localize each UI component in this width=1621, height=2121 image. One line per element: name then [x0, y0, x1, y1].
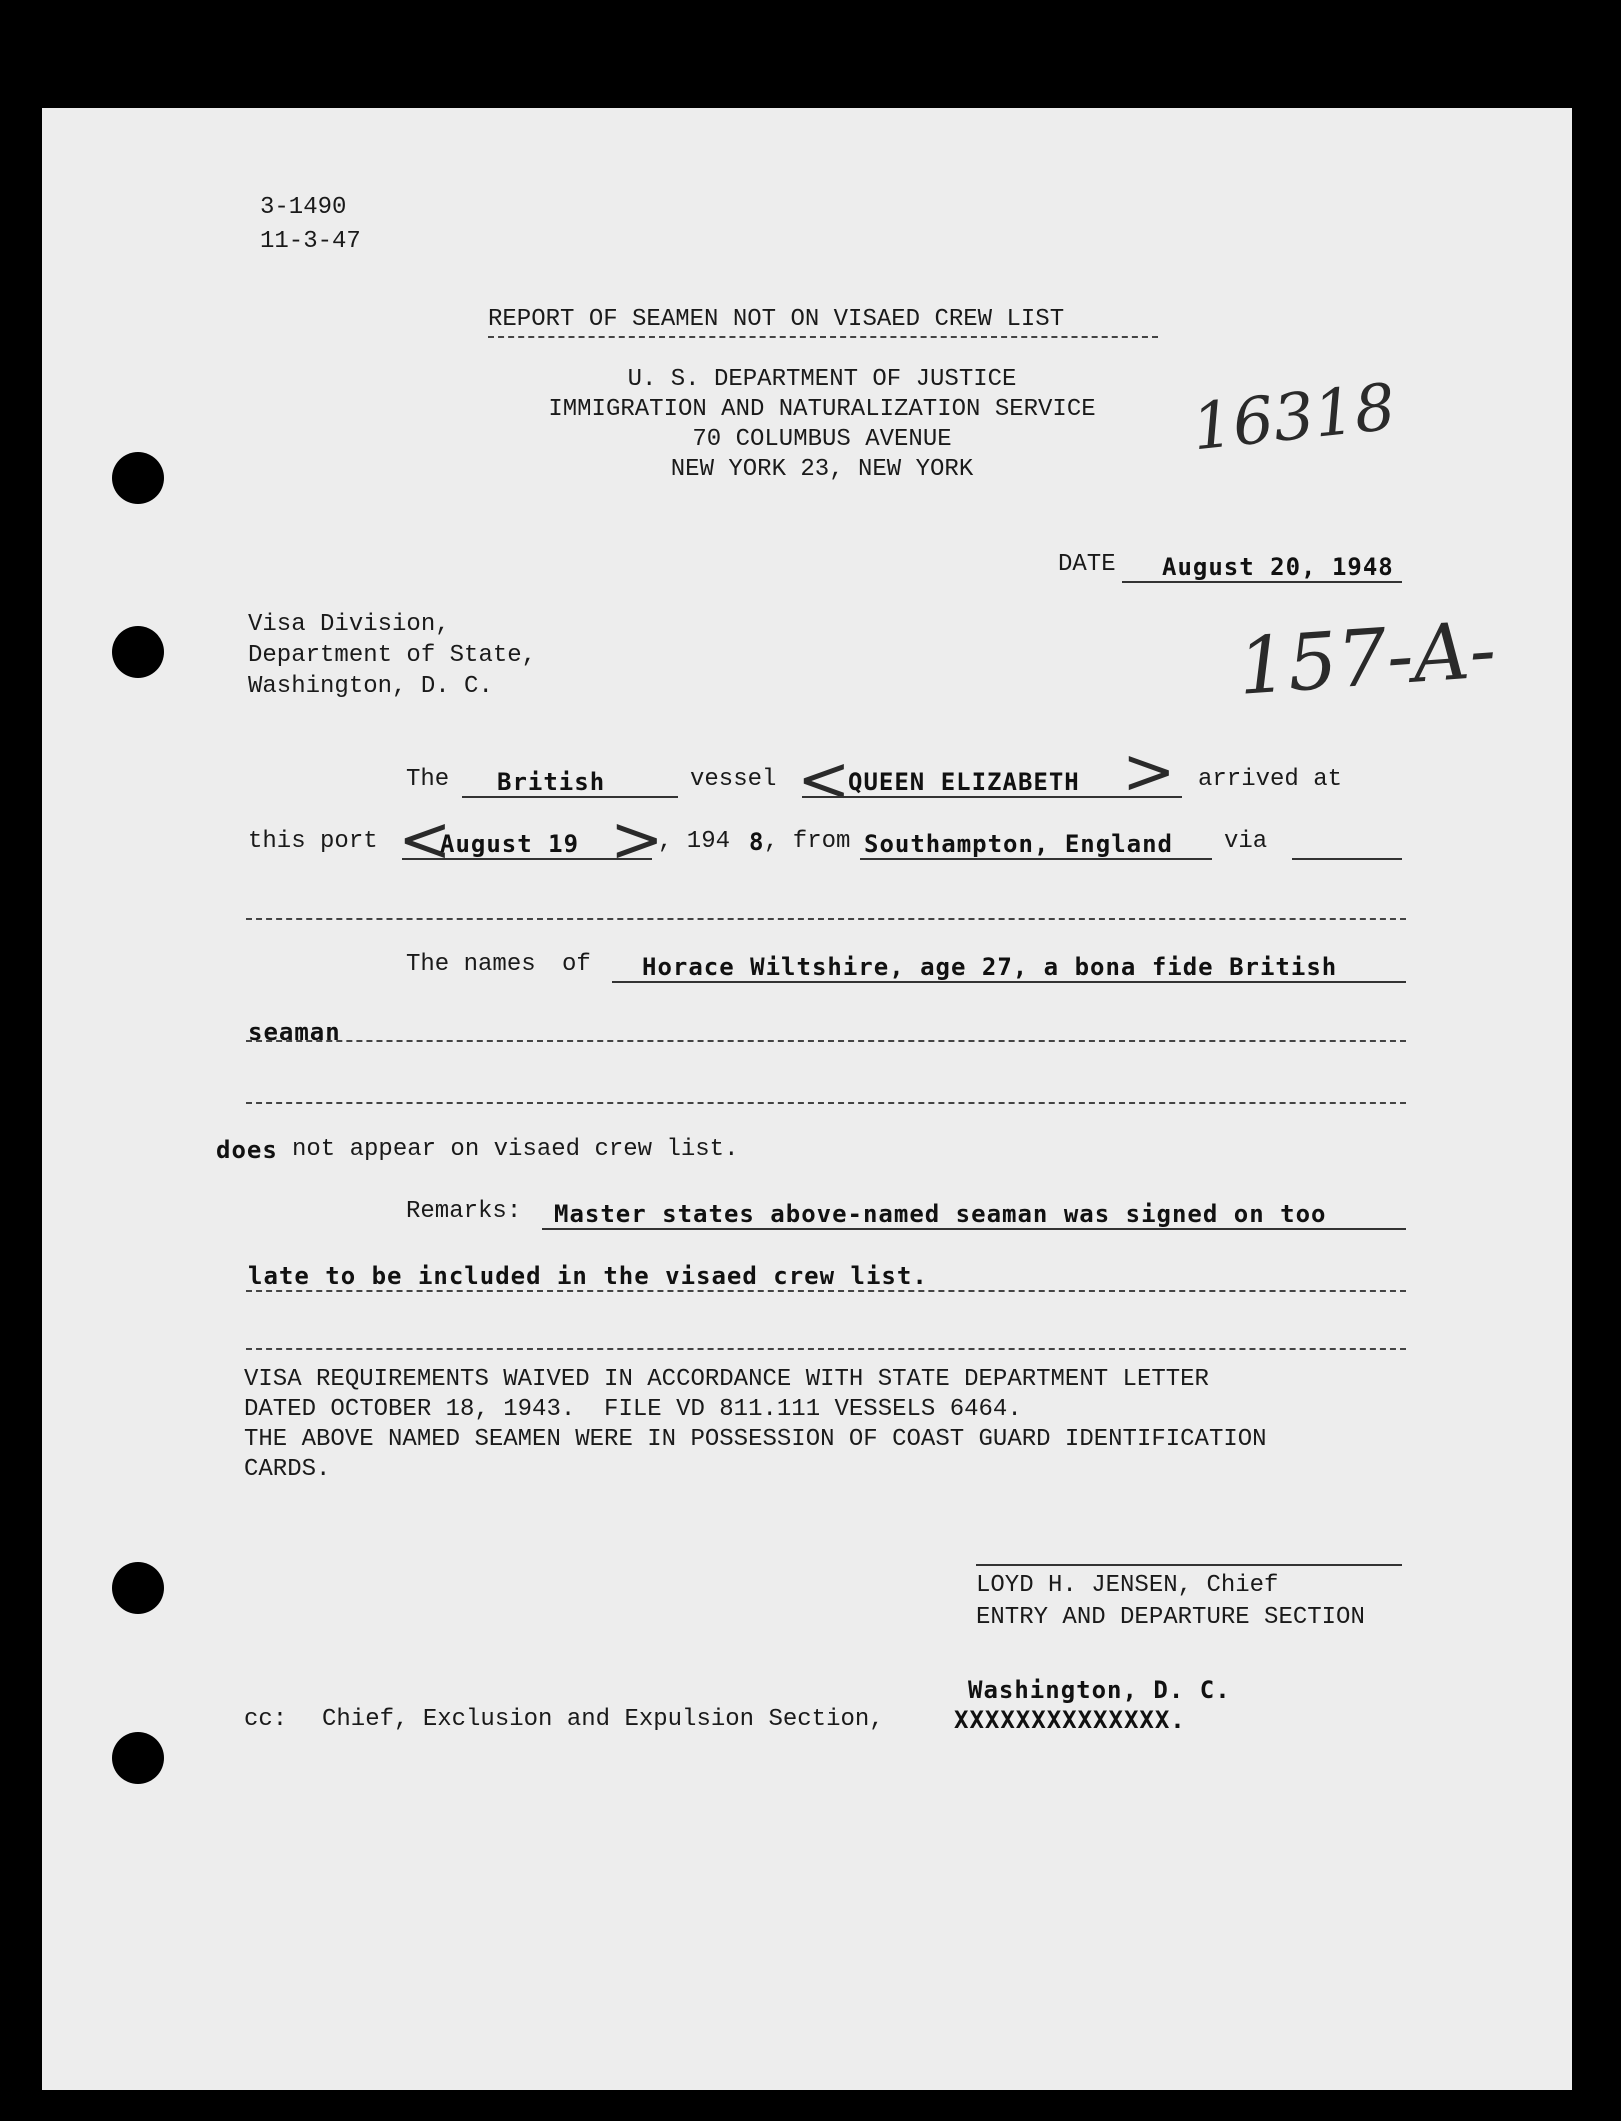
origin-underline	[860, 858, 1212, 860]
from-label: , from	[764, 828, 851, 855]
vessel-underline	[802, 796, 1182, 798]
remarks-line2-value: late to be included in the visaed crew list.	[248, 1262, 928, 1290]
names-label: The names	[406, 951, 536, 978]
names-line2-value: seaman	[248, 1018, 341, 1046]
nationality-value: British	[497, 768, 606, 796]
blank-line-1	[246, 918, 1406, 920]
arrival-date-underline	[402, 858, 652, 860]
this-port-label: this port	[248, 828, 378, 855]
vessel-name-value: QUEEN ELIZABETH	[848, 768, 1080, 796]
cc-label: cc:	[244, 1706, 288, 1733]
verb-rest: not appear on visaed crew list.	[292, 1136, 739, 1163]
date-label: DATE	[1058, 551, 1116, 578]
binder-hole-1	[112, 452, 164, 504]
names-underline-2	[246, 1040, 1406, 1042]
year-digit: 8	[749, 828, 765, 856]
remarks-line1-value: Master states above-named seaman was signed on too	[554, 1200, 1327, 1228]
date-bracket-left: <	[398, 803, 452, 877]
year-prefix: , 194	[658, 828, 731, 855]
agency-line1: U. S. DEPARTMENT OF JUSTICE	[627, 366, 1017, 393]
binder-hole-4	[112, 1732, 164, 1784]
names-of-label: of	[562, 951, 591, 978]
remarks-underline-1	[542, 1228, 1406, 1230]
binder-hole-2	[112, 626, 164, 678]
agency-line4: NEW YORK 23, NEW YORK	[670, 456, 974, 483]
handwritten-number: 16318	[1188, 370, 1399, 466]
blank-line-2	[246, 1102, 1406, 1104]
agency-line2: IMMIGRATION AND NATURALIZATION SERVICE	[548, 396, 1096, 423]
signature-line	[976, 1564, 1402, 1566]
title-underline	[488, 336, 1158, 338]
agency-line3: 70 COLUMBUS AVENUE	[692, 426, 952, 453]
addressee-line1: Visa Division,	[248, 611, 450, 638]
via-label: via	[1224, 828, 1268, 855]
report-title: REPORT OF SEAMEN NOT ON VISAED CREW LIST	[488, 306, 1065, 333]
the-label: The	[406, 766, 450, 793]
addressee-line3: Washington, D. C.	[248, 673, 493, 700]
names-underline-1	[612, 981, 1406, 983]
via-underline	[1292, 858, 1402, 860]
handwritten-code: 157-A-	[1235, 605, 1499, 713]
addressee-line2: Department of State,	[248, 642, 537, 669]
cc-struck: XXXXXXXXXXXXXX.	[954, 1706, 1186, 1734]
vessel-label: vessel	[690, 766, 777, 793]
signature-line1: LOYD H. JENSEN, Chief	[976, 1572, 1279, 1599]
vessel-bracket-left: <	[797, 743, 851, 817]
arrival-date-value: August 19	[440, 830, 580, 858]
waiver-line2: DATED OCTOBER 18, 1943. FILE VD 811.111 VESSELS 6464.	[244, 1396, 1022, 1423]
arrived-label: arrived at	[1198, 766, 1343, 793]
file-ref-line2: 11-3-47	[260, 228, 361, 255]
binder-hole-3	[112, 1562, 164, 1614]
document-page	[42, 108, 1572, 2090]
vessel-bracket-right: >	[1122, 735, 1176, 809]
remarks-label: Remarks:	[406, 1198, 522, 1225]
waiver-line1: VISA REQUIREMENTS WAIVED IN ACCORDANCE WITH STATE DEPARTMENT LETTER	[244, 1366, 1209, 1393]
waiver-line4: CARDS.	[244, 1456, 331, 1483]
remarks-underline-2	[246, 1290, 1406, 1292]
waiver-line3: THE ABOVE NAMED SEAMEN WERE IN POSSESSION OF COAST GUARD IDENTIFICATION	[244, 1426, 1267, 1453]
verb-value: does	[216, 1136, 278, 1164]
cc-inserted: Washington, D. C.	[968, 1676, 1231, 1704]
cc-text: Chief, Exclusion and Expulsion Section,	[322, 1706, 884, 1733]
origin-value: Southampton, England	[864, 830, 1173, 858]
blank-line-3	[246, 1348, 1406, 1350]
date-bracket-right: >	[610, 803, 664, 877]
names-line1-value: Horace Wiltshire, age 27, a bona fide British	[642, 953, 1338, 981]
nationality-underline	[462, 796, 678, 798]
date-underline	[1122, 581, 1402, 583]
signature-line2: ENTRY AND DEPARTURE SECTION	[976, 1604, 1365, 1631]
date-value: August 20, 1948	[1162, 553, 1394, 581]
file-ref-line1: 3-1490	[260, 194, 347, 221]
